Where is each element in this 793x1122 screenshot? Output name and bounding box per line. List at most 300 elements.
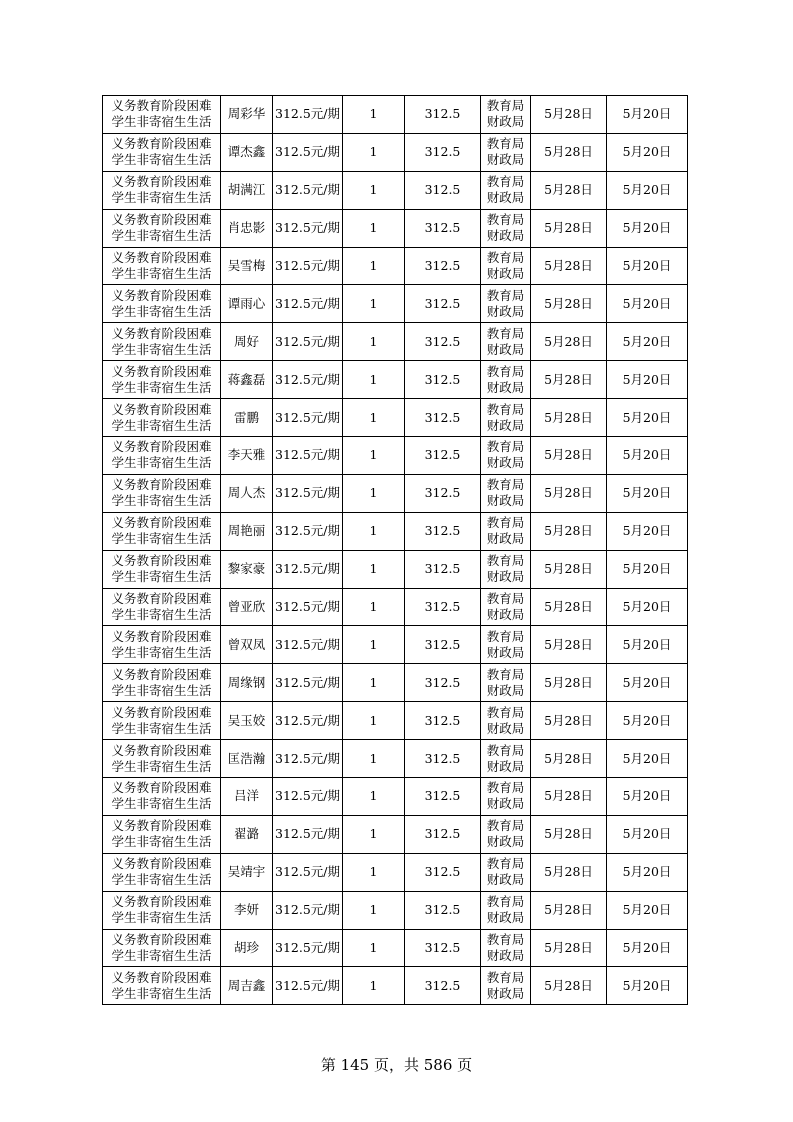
department-line: 教育局	[486, 704, 525, 720]
amount-cell: 312.5	[405, 967, 481, 1005]
quantity-cell: 1	[343, 96, 405, 134]
standard-cell: 312.5元/期	[273, 133, 343, 171]
amount-cell: 312.5	[405, 740, 481, 778]
project-line: 学生非寄宿生生活	[111, 569, 212, 585]
project-cell	[103, 815, 221, 853]
project-line: 义务教育阶段困难	[111, 780, 212, 796]
amount-cell: 312.5	[405, 247, 481, 285]
department-cell	[481, 778, 531, 816]
table-row	[103, 133, 688, 171]
date-cell: 5月28日	[531, 474, 607, 512]
project-line: 义务教育阶段困难	[111, 287, 212, 303]
department-cell	[481, 588, 531, 626]
department-line: 教育局	[486, 666, 525, 682]
date-cell: 5月28日	[531, 740, 607, 778]
project-cell	[103, 967, 221, 1005]
amount-cell: 312.5	[405, 626, 481, 664]
date-cell: 5月20日	[607, 285, 688, 323]
name-cell: 周彩华	[221, 96, 273, 134]
department-cell	[481, 967, 531, 1005]
project-cell	[103, 361, 221, 399]
department-line: 教育局	[486, 894, 525, 910]
quantity-cell: 1	[343, 550, 405, 588]
standard-cell: 312.5元/期	[273, 512, 343, 550]
amount-cell: 312.5	[405, 399, 481, 437]
date-cell: 5月28日	[531, 437, 607, 475]
project-line: 学生非寄宿生生活	[111, 228, 212, 244]
table-row	[103, 285, 688, 323]
date-cell: 5月28日	[531, 133, 607, 171]
quantity-cell: 1	[343, 209, 405, 247]
amount-cell: 312.5	[405, 815, 481, 853]
project-line: 学生非寄宿生生活	[111, 720, 212, 736]
quantity-cell: 1	[343, 247, 405, 285]
date-cell: 5月20日	[607, 171, 688, 209]
department-cell	[481, 853, 531, 891]
department-line: 财政局	[486, 910, 525, 926]
amount-cell: 312.5	[405, 96, 481, 134]
quantity-cell: 1	[343, 285, 405, 323]
standard-cell: 312.5元/期	[273, 361, 343, 399]
standard-cell: 312.5元/期	[273, 929, 343, 967]
project-line: 义务教育阶段困难	[111, 856, 212, 872]
name-cell: 胡珍	[221, 929, 273, 967]
project-cell	[103, 626, 221, 664]
project-line: 义务教育阶段困难	[111, 477, 212, 493]
department-line: 教育局	[486, 363, 525, 379]
quantity-cell: 1	[343, 664, 405, 702]
project-line: 义务教育阶段困难	[111, 401, 212, 417]
department-line: 财政局	[486, 341, 525, 357]
amount-cell: 312.5	[405, 171, 481, 209]
quantity-cell: 1	[343, 323, 405, 361]
table-row	[103, 247, 688, 285]
project-cell	[103, 740, 221, 778]
record-table-body	[103, 96, 688, 1005]
page-number-footer: 第 145 页，共 586 页	[320, 1056, 473, 1074]
name-cell: 周好	[221, 323, 273, 361]
amount-cell: 312.5	[405, 285, 481, 323]
project-line: 学生非寄宿生生活	[111, 266, 212, 281]
department-line: 财政局	[486, 531, 525, 547]
project-cell	[103, 399, 221, 437]
standard-cell: 312.5元/期	[273, 664, 343, 702]
amount-cell: 312.5	[405, 588, 481, 626]
date-cell: 5月20日	[607, 209, 688, 247]
date-cell: 5月20日	[607, 815, 688, 853]
name-cell: 吴雪梅	[221, 247, 273, 285]
department-line: 财政局	[486, 644, 525, 660]
department-cell	[481, 171, 531, 209]
amount-cell: 312.5	[405, 891, 481, 929]
table-row	[103, 588, 688, 626]
table-row	[103, 815, 688, 853]
standard-cell: 312.5元/期	[273, 702, 343, 740]
project-cell	[103, 171, 221, 209]
standard-cell: 312.5元/期	[273, 778, 343, 816]
amount-cell: 312.5	[405, 853, 481, 891]
date-cell: 5月28日	[531, 626, 607, 664]
standard-cell: 312.5元/期	[273, 550, 343, 588]
project-line: 学生非寄宿生生活	[111, 152, 212, 168]
table-row	[103, 361, 688, 399]
amount-cell: 312.5	[405, 209, 481, 247]
department-line: 财政局	[486, 872, 525, 888]
department-cell	[481, 361, 531, 399]
table-row	[103, 778, 688, 816]
department-line: 教育局	[486, 325, 525, 341]
date-cell: 5月20日	[607, 664, 688, 702]
department-line: 教育局	[486, 136, 525, 152]
date-cell: 5月20日	[607, 740, 688, 778]
name-cell: 李天雅	[221, 437, 273, 475]
quantity-cell: 1	[343, 437, 405, 475]
standard-cell: 312.5元/期	[273, 740, 343, 778]
date-cell: 5月20日	[607, 247, 688, 285]
project-line: 义务教育阶段困难	[111, 628, 212, 644]
project-cell	[103, 437, 221, 475]
department-line: 教育局	[486, 818, 525, 834]
table-row	[103, 474, 688, 512]
table-row	[103, 891, 688, 929]
standard-cell: 312.5元/期	[273, 285, 343, 323]
date-cell: 5月28日	[531, 664, 607, 702]
date-cell: 5月20日	[607, 437, 688, 475]
table-row	[103, 512, 688, 550]
amount-cell: 312.5	[405, 664, 481, 702]
date-cell: 5月20日	[607, 399, 688, 437]
project-cell	[103, 702, 221, 740]
standard-cell: 312.5元/期	[273, 626, 343, 664]
date-cell: 5月28日	[531, 588, 607, 626]
quantity-cell: 1	[343, 702, 405, 740]
department-cell	[481, 323, 531, 361]
department-line: 教育局	[486, 250, 525, 265]
department-cell	[481, 247, 531, 285]
name-cell: 匡浩瀚	[221, 740, 273, 778]
amount-cell: 312.5	[405, 929, 481, 967]
date-cell: 5月20日	[607, 550, 688, 588]
department-line: 财政局	[486, 985, 525, 1001]
department-line: 财政局	[486, 455, 525, 471]
department-line: 教育局	[486, 780, 525, 796]
project-cell	[103, 891, 221, 929]
date-cell: 5月20日	[607, 853, 688, 891]
quantity-cell: 1	[343, 399, 405, 437]
date-cell: 5月28日	[531, 550, 607, 588]
name-cell: 雷鹏	[221, 399, 273, 437]
quantity-cell: 1	[343, 778, 405, 816]
department-cell	[481, 209, 531, 247]
department-line: 教育局	[486, 515, 525, 531]
project-line: 学生非寄宿生生活	[111, 985, 212, 1001]
name-cell: 翟潞	[221, 815, 273, 853]
date-cell: 5月28日	[531, 815, 607, 853]
project-line: 义务教育阶段困难	[111, 212, 212, 228]
quantity-cell: 1	[343, 626, 405, 664]
project-line: 义务教育阶段困难	[111, 818, 212, 834]
amount-cell: 312.5	[405, 550, 481, 588]
department-line: 财政局	[486, 114, 525, 130]
department-line: 财政局	[486, 493, 525, 509]
standard-cell: 312.5元/期	[273, 96, 343, 134]
department-line: 教育局	[486, 969, 525, 985]
amount-cell: 312.5	[405, 702, 481, 740]
date-cell: 5月20日	[607, 702, 688, 740]
name-cell: 曾亚欣	[221, 588, 273, 626]
department-line: 财政局	[486, 266, 525, 281]
department-line: 教育局	[486, 742, 525, 758]
department-line: 教育局	[486, 174, 525, 190]
department-line: 教育局	[486, 98, 525, 114]
project-line: 学生非寄宿生生活	[111, 379, 212, 395]
name-cell: 胡满江	[221, 171, 273, 209]
project-cell	[103, 664, 221, 702]
name-cell: 周艳丽	[221, 512, 273, 550]
project-line: 义务教育阶段困难	[111, 98, 212, 114]
department-line: 财政局	[486, 303, 525, 319]
name-cell: 曾双凤	[221, 626, 273, 664]
department-cell	[481, 512, 531, 550]
name-cell: 吕洋	[221, 778, 273, 816]
quantity-cell: 1	[343, 512, 405, 550]
quantity-cell: 1	[343, 929, 405, 967]
department-cell	[481, 133, 531, 171]
project-cell	[103, 209, 221, 247]
project-line: 义务教育阶段困难	[111, 553, 212, 569]
department-cell	[481, 626, 531, 664]
table-row	[103, 740, 688, 778]
date-cell: 5月28日	[531, 96, 607, 134]
table-row	[103, 209, 688, 247]
project-line: 义务教育阶段困难	[111, 894, 212, 910]
project-cell	[103, 96, 221, 134]
name-cell: 黎家豪	[221, 550, 273, 588]
department-cell	[481, 437, 531, 475]
project-line: 义务教育阶段困难	[111, 174, 212, 190]
amount-cell: 312.5	[405, 512, 481, 550]
project-line: 学生非寄宿生生活	[111, 872, 212, 888]
date-cell: 5月28日	[531, 778, 607, 816]
quantity-cell: 1	[343, 171, 405, 209]
project-line: 学生非寄宿生生活	[111, 190, 212, 206]
quantity-cell: 1	[343, 815, 405, 853]
department-line: 财政局	[486, 796, 525, 812]
quantity-cell: 1	[343, 891, 405, 929]
name-cell: 周吉鑫	[221, 967, 273, 1005]
project-line: 学生非寄宿生生活	[111, 493, 212, 509]
date-cell: 5月20日	[607, 96, 688, 134]
department-line: 财政局	[486, 190, 525, 206]
department-cell	[481, 815, 531, 853]
quantity-cell: 1	[343, 853, 405, 891]
department-line: 财政局	[486, 948, 525, 964]
standard-cell: 312.5元/期	[273, 815, 343, 853]
date-cell: 5月28日	[531, 323, 607, 361]
project-line: 学生非寄宿生生活	[111, 682, 212, 698]
project-line: 学生非寄宿生生活	[111, 114, 212, 130]
date-cell: 5月28日	[531, 209, 607, 247]
date-cell: 5月20日	[607, 891, 688, 929]
amount-cell: 312.5	[405, 361, 481, 399]
date-cell: 5月28日	[531, 361, 607, 399]
name-cell: 蒋鑫磊	[221, 361, 273, 399]
standard-cell: 312.5元/期	[273, 588, 343, 626]
department-cell	[481, 550, 531, 588]
table-row	[103, 323, 688, 361]
project-cell	[103, 512, 221, 550]
project-cell	[103, 853, 221, 891]
project-line: 学生非寄宿生生活	[111, 796, 212, 812]
standard-cell: 312.5元/期	[273, 247, 343, 285]
project-line: 义务教育阶段困难	[111, 136, 212, 152]
date-cell: 5月28日	[531, 171, 607, 209]
standard-cell: 312.5元/期	[273, 853, 343, 891]
department-line: 财政局	[486, 379, 525, 395]
standard-cell: 312.5元/期	[273, 891, 343, 929]
project-line: 学生非寄宿生生活	[111, 455, 212, 471]
department-cell	[481, 929, 531, 967]
quantity-cell: 1	[343, 361, 405, 399]
date-cell: 5月28日	[531, 891, 607, 929]
amount-cell: 312.5	[405, 437, 481, 475]
department-line: 财政局	[486, 152, 525, 168]
department-line: 教育局	[486, 212, 525, 228]
department-line: 教育局	[486, 401, 525, 417]
department-line: 教育局	[486, 932, 525, 948]
department-line: 教育局	[486, 439, 525, 455]
quantity-cell: 1	[343, 474, 405, 512]
amount-cell: 312.5	[405, 778, 481, 816]
date-cell: 5月20日	[607, 361, 688, 399]
date-cell: 5月28日	[531, 399, 607, 437]
project-cell	[103, 285, 221, 323]
standard-cell: 312.5元/期	[273, 967, 343, 1005]
date-cell: 5月28日	[531, 702, 607, 740]
project-cell	[103, 323, 221, 361]
standard-cell: 312.5元/期	[273, 399, 343, 437]
project-cell	[103, 778, 221, 816]
department-line: 财政局	[486, 569, 525, 585]
name-cell: 谭杰鑫	[221, 133, 273, 171]
date-cell: 5月20日	[607, 778, 688, 816]
department-line: 财政局	[486, 682, 525, 698]
department-line: 财政局	[486, 758, 525, 774]
project-line: 学生非寄宿生生活	[111, 531, 212, 547]
department-cell	[481, 664, 531, 702]
name-cell: 吴玉姣	[221, 702, 273, 740]
department-cell	[481, 285, 531, 323]
department-cell	[481, 740, 531, 778]
department-line: 教育局	[486, 553, 525, 569]
table-row	[103, 437, 688, 475]
table-row	[103, 929, 688, 967]
standard-cell: 312.5元/期	[273, 474, 343, 512]
name-cell: 周人杰	[221, 474, 273, 512]
project-line: 学生非寄宿生生活	[111, 303, 212, 319]
date-cell: 5月28日	[531, 285, 607, 323]
project-line: 义务教育阶段困难	[111, 439, 212, 455]
project-line: 义务教育阶段困难	[111, 325, 212, 341]
department-line: 财政局	[486, 720, 525, 736]
department-cell	[481, 702, 531, 740]
date-cell: 5月28日	[531, 512, 607, 550]
record-table	[102, 95, 688, 1005]
standard-cell: 312.5元/期	[273, 323, 343, 361]
name-cell: 谭雨心	[221, 285, 273, 323]
project-line: 义务教育阶段困难	[111, 666, 212, 682]
department-line: 教育局	[486, 856, 525, 872]
department-line: 财政局	[486, 834, 525, 850]
date-cell: 5月28日	[531, 929, 607, 967]
table-row	[103, 853, 688, 891]
project-line: 学生非寄宿生生活	[111, 417, 212, 433]
table-row	[103, 967, 688, 1005]
department-cell	[481, 399, 531, 437]
project-line: 义务教育阶段困难	[111, 704, 212, 720]
table-row	[103, 399, 688, 437]
date-cell: 5月20日	[607, 323, 688, 361]
table-row	[103, 171, 688, 209]
date-cell: 5月28日	[531, 247, 607, 285]
department-cell	[481, 891, 531, 929]
department-cell	[481, 474, 531, 512]
project-line: 学生非寄宿生生活	[111, 948, 212, 964]
project-line: 学生非寄宿生生活	[111, 644, 212, 660]
project-line: 义务教育阶段困难	[111, 363, 212, 379]
name-cell: 吴靖宇	[221, 853, 273, 891]
project-line: 义务教育阶段困难	[111, 932, 212, 948]
quantity-cell: 1	[343, 967, 405, 1005]
quantity-cell: 1	[343, 740, 405, 778]
date-cell: 5月20日	[607, 588, 688, 626]
department-line: 教育局	[486, 477, 525, 493]
table-row	[103, 664, 688, 702]
table-row	[103, 702, 688, 740]
quantity-cell: 1	[343, 133, 405, 171]
amount-cell: 312.5	[405, 133, 481, 171]
standard-cell: 312.5元/期	[273, 437, 343, 475]
project-cell	[103, 133, 221, 171]
standard-cell: 312.5元/期	[273, 171, 343, 209]
department-line: 教育局	[486, 628, 525, 644]
project-cell	[103, 247, 221, 285]
quantity-cell: 1	[343, 588, 405, 626]
table-row	[103, 626, 688, 664]
project-line: 学生非寄宿生生活	[111, 910, 212, 926]
date-cell: 5月28日	[531, 967, 607, 1005]
date-cell: 5月20日	[607, 967, 688, 1005]
project-line: 义务教育阶段困难	[111, 969, 212, 985]
date-cell: 5月20日	[607, 474, 688, 512]
project-line: 义务教育阶段困难	[111, 515, 212, 531]
amount-cell: 312.5	[405, 474, 481, 512]
department-line: 财政局	[486, 417, 525, 433]
table-row	[103, 550, 688, 588]
project-line: 义务教育阶段困难	[111, 250, 212, 265]
project-line: 学生非寄宿生生活	[111, 607, 212, 623]
table-row	[103, 96, 688, 134]
project-cell	[103, 550, 221, 588]
amount-cell: 312.5	[405, 323, 481, 361]
project-line: 义务教育阶段困难	[111, 742, 212, 758]
project-line: 学生非寄宿生生活	[111, 834, 212, 850]
project-line: 学生非寄宿生生活	[111, 341, 212, 357]
date-cell: 5月20日	[607, 929, 688, 967]
name-cell: 李妍	[221, 891, 273, 929]
project-line: 学生非寄宿生生活	[111, 758, 212, 774]
project-cell	[103, 929, 221, 967]
